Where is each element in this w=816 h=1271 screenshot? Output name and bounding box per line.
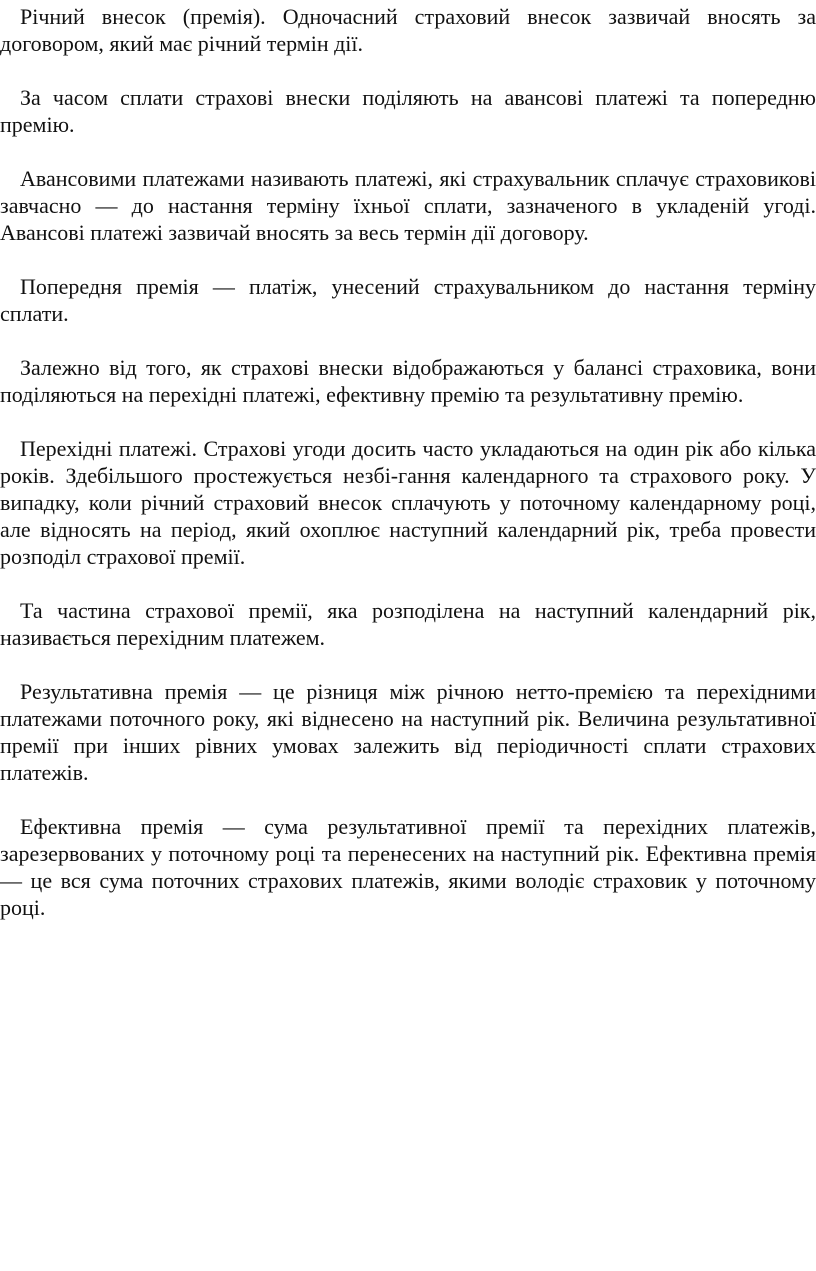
paragraph-balance-classification: Залежно від того, як страхові внески відображаються у балансі страховика, вони поділяються на перехідні платежі, ефективну премію та результативну премію. [0, 355, 816, 407]
paragraph-transitional-definition: Та частина страхової премії, яка розподілена на наступний календарний рік, називається перехідним платежем. [0, 598, 816, 650]
paragraph-resultant-premium: Результативна премія — це різниця між річною нетто-премією та перехідними платежами поточного року, які віднесено на наступний рік. Величина результативної премії при інших рівних умовах залежить від періодичності сплати страхових платежів. [0, 679, 816, 785]
paragraph-annual-premium: Річний внесок (премія). Одночасний страховий внесок зазвичай вносять за договором, який має річний термін дії. [0, 4, 816, 56]
paragraph-preliminary-premium: Попередня премія — платіж, унесений страхувальником до настання терміну сплати. [0, 274, 816, 326]
paragraph-transitional-payments: Перехідні платежі. Страхові угоди досить часто укладаються на один рік або кілька років. Здебільшого простежується незбі-гання календарного та страхового року. У випадку, коли річний страховий внесок сплачують у поточному календарному році, але відносять на період, який охоплює наступний календарний рік, треба провести розподіл страхової премії. [0, 436, 816, 569]
paragraph-advance-payments: Авансовими платежами називають платежі, які страхувальник сплачує страховикові завчасно — до настання терміну їхньої сплати, зазначеного в укладеній угоді. Авансові платежі зазвичай вносять за весь термін дії договору. [0, 166, 816, 245]
paragraph-payment-timing: За часом сплати страхові внески поділяють на авансові платежі та попередню премію. [0, 85, 816, 137]
paragraph-effective-premium: Ефективна премія — сума результативної премії та перехідних платежів, зарезервованих у поточному році та перенесених на наступний рік. Ефективна премія — це вся сума поточних страхових платежів, якими володіє страховик у поточному році. [0, 814, 816, 920]
